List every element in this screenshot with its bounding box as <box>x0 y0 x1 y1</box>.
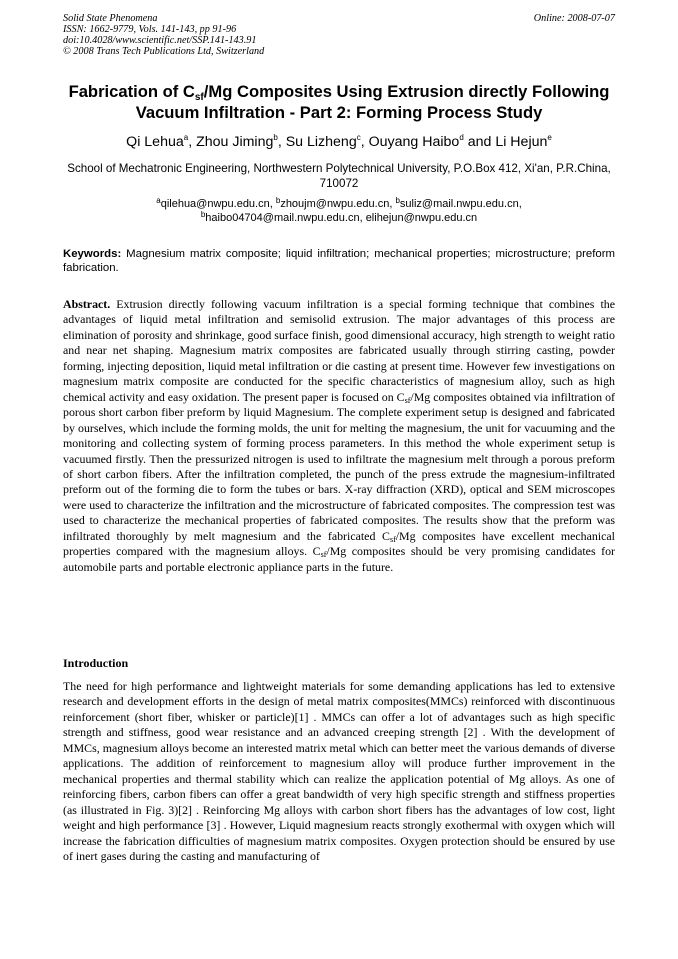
author-name: Li Hejun <box>495 134 548 150</box>
title-post: /Mg Composites Using Extrusion directly Following Vacuum Infiltration - Part 2: Forming Process Study <box>135 82 610 122</box>
issn-line: ISSN: 1662-9779, Vols. 141-143, pp 91-96 <box>63 24 237 35</box>
author-mark: b <box>273 133 278 142</box>
abstract-subscript: sf <box>389 534 396 544</box>
email-link[interactable]: qilehua@nwpu.edu.cn <box>160 198 270 210</box>
journal-name: Solid State Phenomena <box>63 13 158 24</box>
title-pre: Fabrication of C <box>68 82 195 101</box>
abstract-label: Abstract. <box>63 297 111 311</box>
title-subscript: sf <box>194 92 204 103</box>
author-sep: , <box>277 134 286 150</box>
email-mark: a <box>156 196 161 205</box>
author-mark: e <box>547 133 552 142</box>
author-mark: d <box>459 133 464 142</box>
email-line-2: $^b$haibo04704@mail.nwpu.edu.cn, elihejun@nwpu.edu.cn <box>200 210 478 224</box>
keywords <box>63 247 615 275</box>
email-mark: b <box>275 196 281 205</box>
keywords-text: Magnesium matrix composite; liquid infiltration; mechanical properties; microstructure; preform fabrication. <box>63 248 615 274</box>
keywords-label: Keywords: <box>63 248 122 260</box>
author-name: Qi Lehua <box>126 134 184 150</box>
abstract-subscript: sf <box>320 550 327 560</box>
abstract-text: /Mg composites should be very promising candidates for automobile parts and portable electronic appliance parts in the future. <box>63 544 615 574</box>
doi-line: doi:10.4028/www.scientific.net/SSP.141-143.91 <box>63 35 257 46</box>
email-link[interactable]: suliz@mail.nwpu.edu.cn <box>399 198 519 210</box>
author-mark: a <box>183 133 189 142</box>
abstract-text: Extrusion directly following vacuum infiltration is a special forming technique that combines the advantages of liquid metal infiltration and semisolid extrusion. The major advantages of this process are elimination of porosity and shrinkage, good surface finish, good dimensional accuracy, high strength to weight ratio and near net shaping. Magnesium matrix composites are fabricated usually through stirring casting, powder forming, injecting deposition, liquid metal infiltration or die casting at present time. However few investigations on magnesium matrix composite are conducted for the specific characteristics of magnesium alloy, such as high chemical activity and easy oxidation. The present paper is focused on C <box>63 297 615 404</box>
email-mark: b <box>200 210 206 219</box>
abstract-subscript: sf <box>404 395 411 405</box>
introduction-text: The need for high performance and lightweight materials for some demanding applications has led to extensive research and development efforts in the design of metal matrix composites(MMCs) reinforced with discontinuous reinforcement (short fiber, whisker or particle)[1] . MMCs can offer a lot of advantages such as high specific strength and stiffness, good wear resistance and an advanced creeping strength [2] . With the development of MMCs, magnesium alloys become an interested matrix metal which can better meet the various demands of diverse applications. The addition of reinforcement to magnesium alloy will produce further improvement in the mechanical properties and thermal stability which can realize the application potential of Mg alloys. As one of reinforcing fibers, carbon fibers can offer a great bandwidth of very high specific strength and stiffness properties (as illustrated in Fig. 3)[2] . Reinforcing Mg alloys with carbon short fibers has the advantages of low cost, light weight and high performance [3] . However, Liquid magnesium reacts strongly exothermal with oxygen which will increase the fabrication difficulties of magnesium matrix composites. Oxygen protection should be ensured by use of inert gases during the casting and manufacturing of <box>63 679 615 863</box>
abstract-text: /Mg composites obtained via infiltration of porous short carbon fiber preform by liquid Magnesium. The complete experiment setup is designed and fabricated by ourselves, which include the forming molds, the unit for melting the magnesium, the unit for vacuuming and the monitoring and collecting system of forming process parameters. In this method the whole experiment setup is vacuumed firstly. Then the pressurized nitrogen is used to infiltrate the magnesium melt through a porous preform of short carbon fibers. After the infiltration completed, the punch of the press extrude the magnesium-infiltrated preform out of the forming die to form the tubes or bars. X-ray diffraction (XRD), optical and SEM microscopes were used to characterize the infiltration and the microstructure of fabricated composites. The compression test was used to characterize the mechanical properties of fabricated composites. The results show that the preform was infiltrated thoroughly by melt magnesium and the fabricated C <box>63 389 615 543</box>
author-name: Zhou Jiming <box>196 134 274 150</box>
affiliation: School of Mechatronic Engineering, Northwestern Polytechnical University, P.O.Box 412, Xi'an, P.R.China, 710072 <box>67 162 611 190</box>
email-mark: b <box>395 196 400 205</box>
journal-header <box>63 13 264 57</box>
author-name: Su Lizheng <box>285 134 357 150</box>
abstract-text: /Mg composites have excellent mechanical properties compared with the magnesium alloys. C <box>63 528 615 559</box>
copyright-line: © 2008 Trans Tech Publications Ltd, Switzerland <box>63 46 265 57</box>
abstract <box>63 297 615 575</box>
author-sep: , <box>360 134 369 150</box>
author-name: Ouyang Haibo <box>368 134 460 150</box>
email-link[interactable]: elihejun@nwpu.edu.cn <box>365 212 478 224</box>
paper-title <box>40 81 638 123</box>
introduction-heading: Introduction <box>63 656 129 670</box>
email-link[interactable]: haibo04704@mail.nwpu.edu.cn <box>205 212 360 224</box>
online-date: Online: 2008-07-07 <box>533 13 615 24</box>
email-block <box>63 197 615 225</box>
author-list <box>40 133 638 151</box>
author-sep: and <box>463 134 496 150</box>
email-line-1: $^a$qilehua@nwpu.edu.cn, $^b$zhoujm@nwpu.edu.cn, $^b$suliz@mail.nwpu.edu.cn, <box>156 196 522 210</box>
author-mark: c <box>356 133 361 142</box>
email-link[interactable]: zhoujm@nwpu.edu.cn <box>280 198 390 210</box>
author-sep: , <box>188 134 197 150</box>
